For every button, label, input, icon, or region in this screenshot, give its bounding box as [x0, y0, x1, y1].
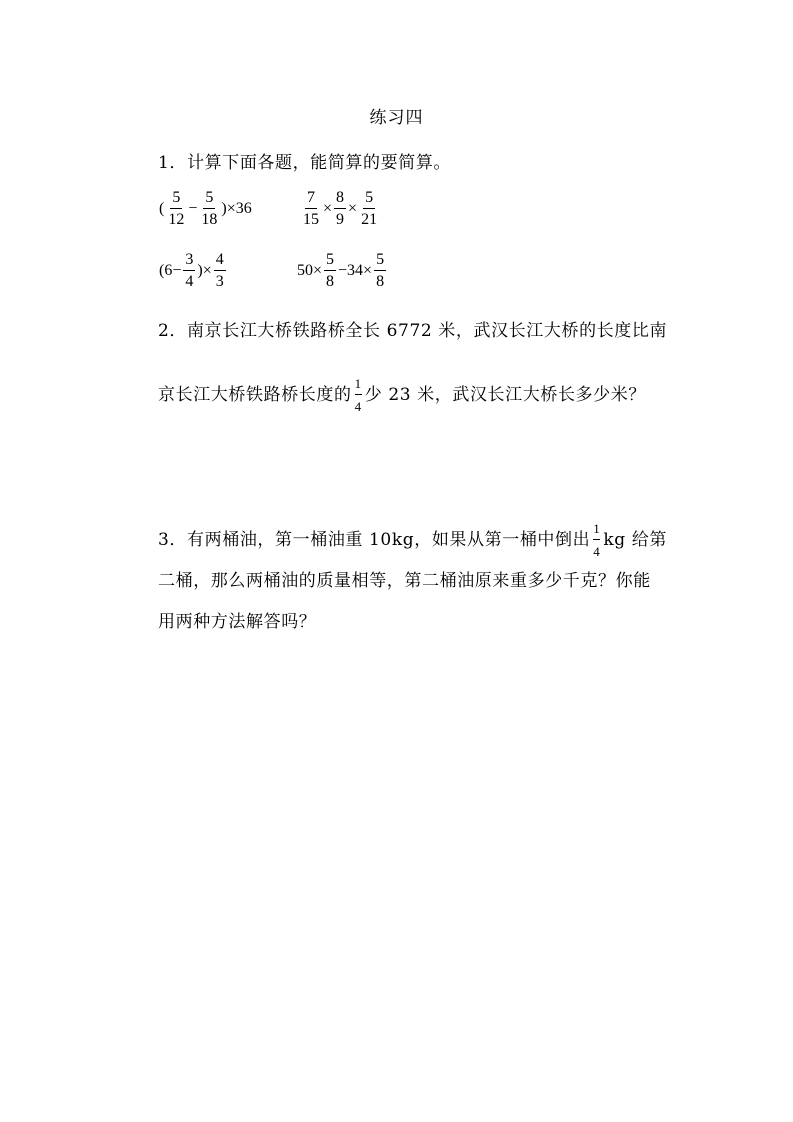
term-b: −34× [338, 262, 373, 279]
question-3-line-2: 二桶，那么两桶油的质量相等，第二桶油原来重多少千克？你能 [158, 571, 651, 591]
denominator: 4 [185, 273, 194, 290]
fraction [359, 190, 379, 228]
numerator: 3 [183, 252, 195, 271]
fraction [324, 252, 336, 290]
denominator: 12 [168, 211, 185, 228]
times-sign: × [348, 200, 358, 217]
denominator: 9 [336, 211, 345, 228]
numerator: 5 [203, 190, 215, 209]
times-sign: × [323, 200, 333, 217]
fraction [355, 377, 362, 413]
numerator: 4 [214, 252, 226, 271]
fraction [374, 252, 386, 290]
fraction [199, 190, 219, 228]
fraction [593, 522, 600, 558]
page-title: 练习四 [369, 108, 424, 128]
numerator: 5 [374, 252, 386, 271]
numerator: 5 [324, 252, 336, 271]
denominator: 3 [215, 273, 224, 290]
close-times: )× [197, 262, 212, 279]
numerator: 5 [363, 190, 375, 209]
denominator: 8 [376, 273, 385, 290]
question-2-line-1: 2．南京长江大桥铁路桥全长 6772 米，武汉长江大桥的长度比南 [158, 321, 668, 341]
fraction [166, 190, 186, 228]
expression-3 [158, 252, 227, 290]
denominator: 4 [354, 399, 362, 414]
denominator: 18 [201, 211, 218, 228]
expression-4 [296, 252, 387, 290]
question-3-text-after-fraction: kg 给第 [603, 530, 667, 550]
minus-sign: − [188, 200, 198, 217]
question-2-line-2 [158, 376, 646, 425]
numerator: 1 [355, 377, 362, 395]
question-2-text-after-fraction: 少 23 米，武汉长江大桥长多少米？ [364, 385, 646, 405]
question-3-line-3: 用两种方法解答吗？ [158, 612, 317, 632]
numerator: 1 [593, 522, 600, 540]
fraction [334, 190, 346, 228]
question-3-text-before-fraction: 3．有两桶油，第一桶油重 10kg，如果从第一桶中倒出 [158, 530, 591, 550]
expression-2 [300, 190, 380, 228]
close-times: )×36 [221, 200, 252, 217]
expression-1 [158, 190, 253, 228]
denominator: 15 [303, 211, 319, 228]
term-a: 50× [297, 262, 323, 279]
open-paren: ( [159, 200, 165, 217]
numerator: 5 [170, 190, 182, 209]
fraction [183, 252, 195, 290]
open-term: (6− [159, 262, 182, 279]
denominator: 21 [361, 211, 378, 228]
numerator: 8 [334, 190, 346, 209]
denominator: 8 [326, 273, 335, 290]
question-2-text-before-fraction: 京长江大桥铁路桥长度的 [158, 385, 352, 405]
question-1-text: 1．计算下面各题，能简算的要简算。 [158, 153, 452, 173]
question-3-line-1 [158, 521, 667, 570]
fraction [214, 252, 226, 290]
numerator: 7 [305, 190, 317, 209]
denominator: 4 [593, 544, 601, 559]
fraction [301, 190, 321, 228]
